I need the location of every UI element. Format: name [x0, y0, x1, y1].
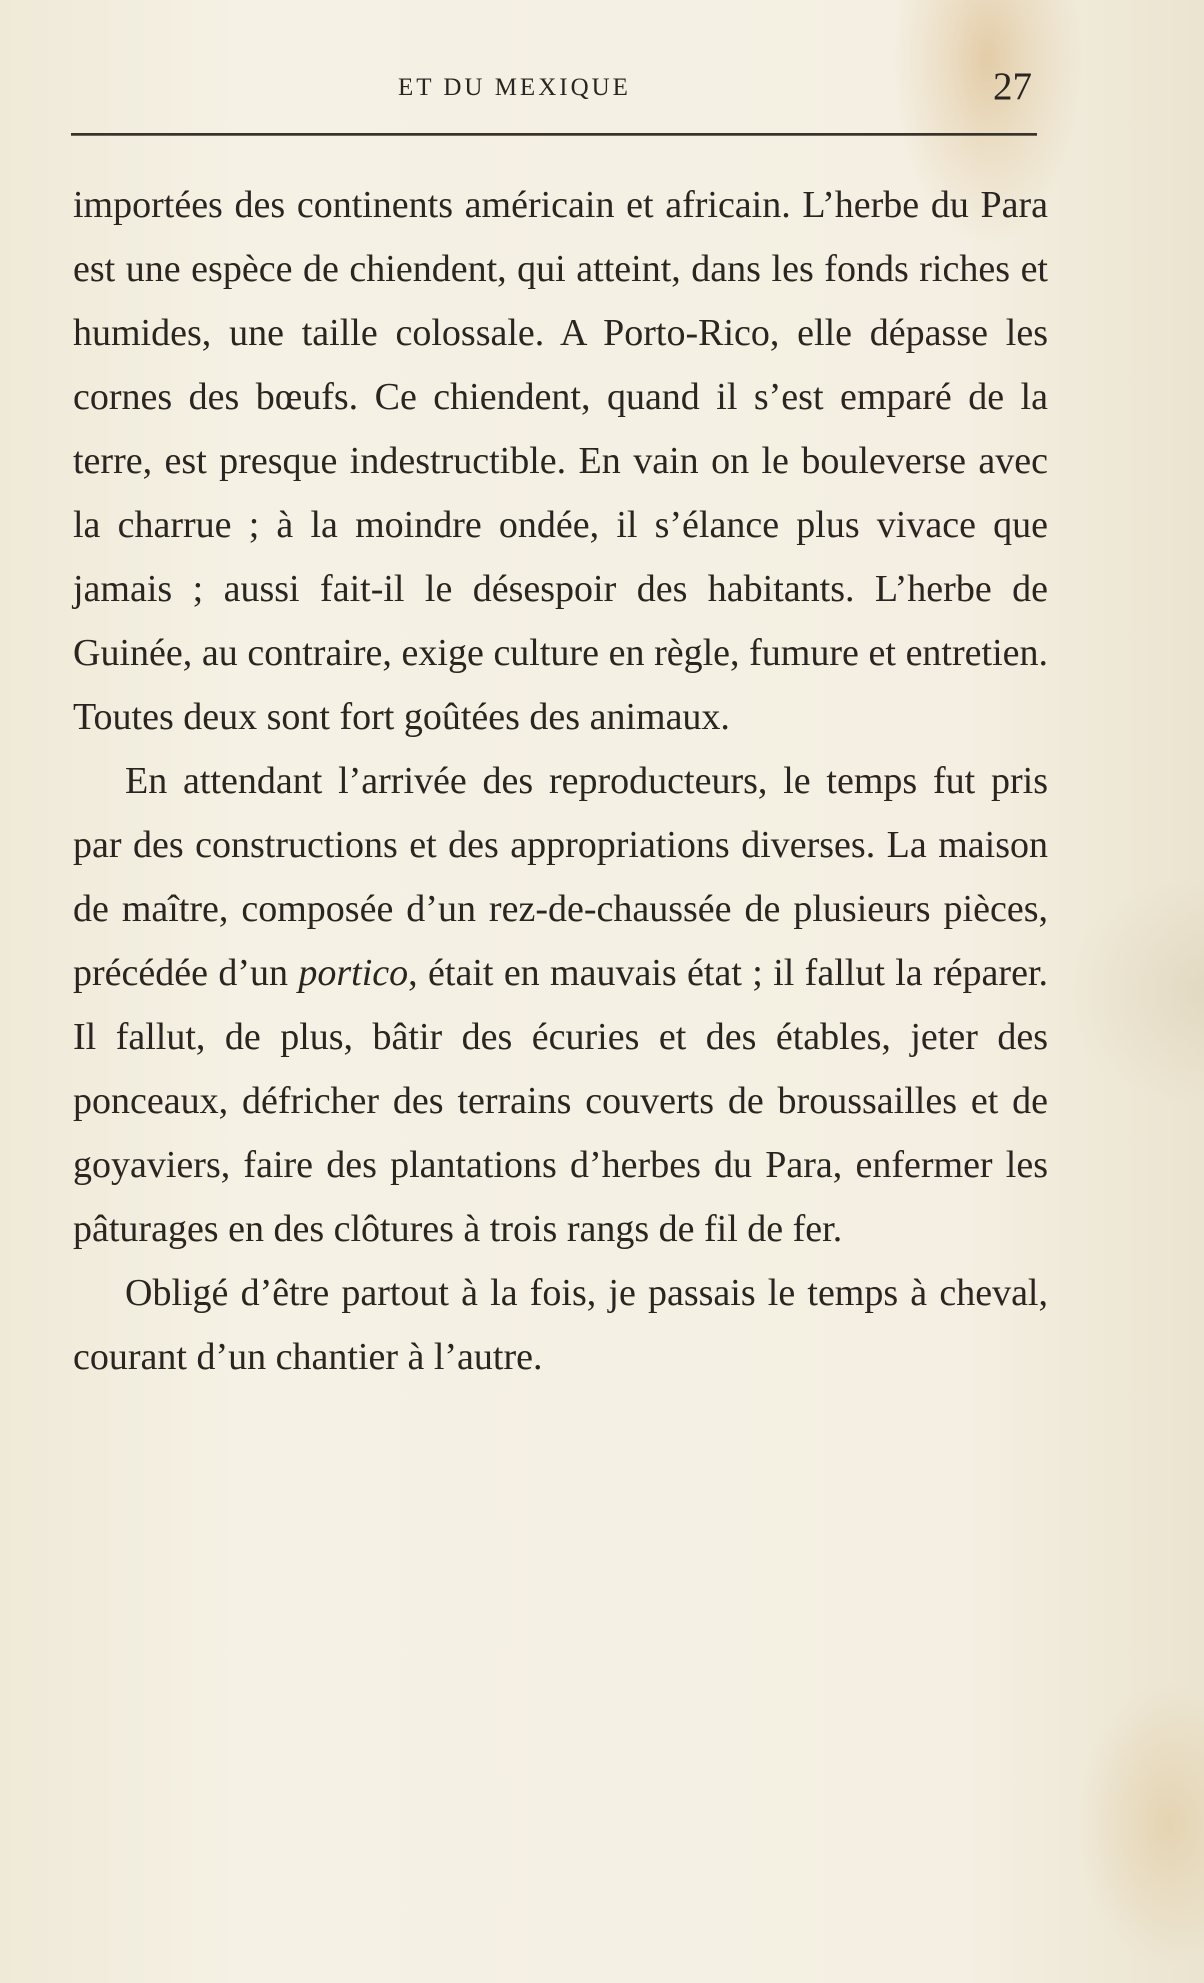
paragraph-2-text-before: En attendant l’arrivée des reproducteurs, le temps fut pris par des constructions et des appropriations diverses. La maison de maître, composée d’un rez-de-chaussée de plusieurs pièces, précédée d’un [73, 760, 1048, 994]
body-text [73, 173, 1048, 1389]
running-title: ET DU MEXIQUE [398, 74, 631, 101]
paragraph-2-italic-word: portico [298, 952, 409, 994]
paragraph-1-text: importées des continents américain et africain. L’herbe du Para est une espèce de chiendent, qui atteint, dans les fonds riches et humides, une taille colossale. A Porto-Rico, elle dépasse les cornes des bœufs. Ce chiendent, quand il s’est emparé de la terre, est presque indestructible. En vain on le bouleverse avec la charrue ; à la moindre ondée, il s’élance plus vivace que jamais ; aussi fait-il le désespoir des habitants. L’herbe de Guinée, au contraire, exige culture en règle, fumure et entretien. Toutes deux sont fort goûtées des animaux. [73, 184, 1048, 738]
paragraph-3-text: Obligé d’être partout à la fois, je passais le temps à cheval, courant d’un chantier à l’autre. [73, 1272, 1048, 1378]
page-number: 27 [993, 65, 1032, 108]
paragraph-3 [73, 1261, 1048, 1389]
header-rule [71, 133, 1037, 136]
paragraph-2 [73, 749, 1048, 1261]
paragraph-2-text-after: , était en mauvais état ; il fallut la réparer. Il fallut, de plus, bâtir des écuries et des étables, jeter des ponceaux, défricher des terrains couverts de broussailles et de goyaviers, faire des plantations d’herbes du Para, enfermer les pâturages en des clôtures à trois rangs de fil de fer. [73, 952, 1049, 1250]
paragraph-1 [73, 173, 1048, 749]
running-head [0, 62, 1204, 112]
